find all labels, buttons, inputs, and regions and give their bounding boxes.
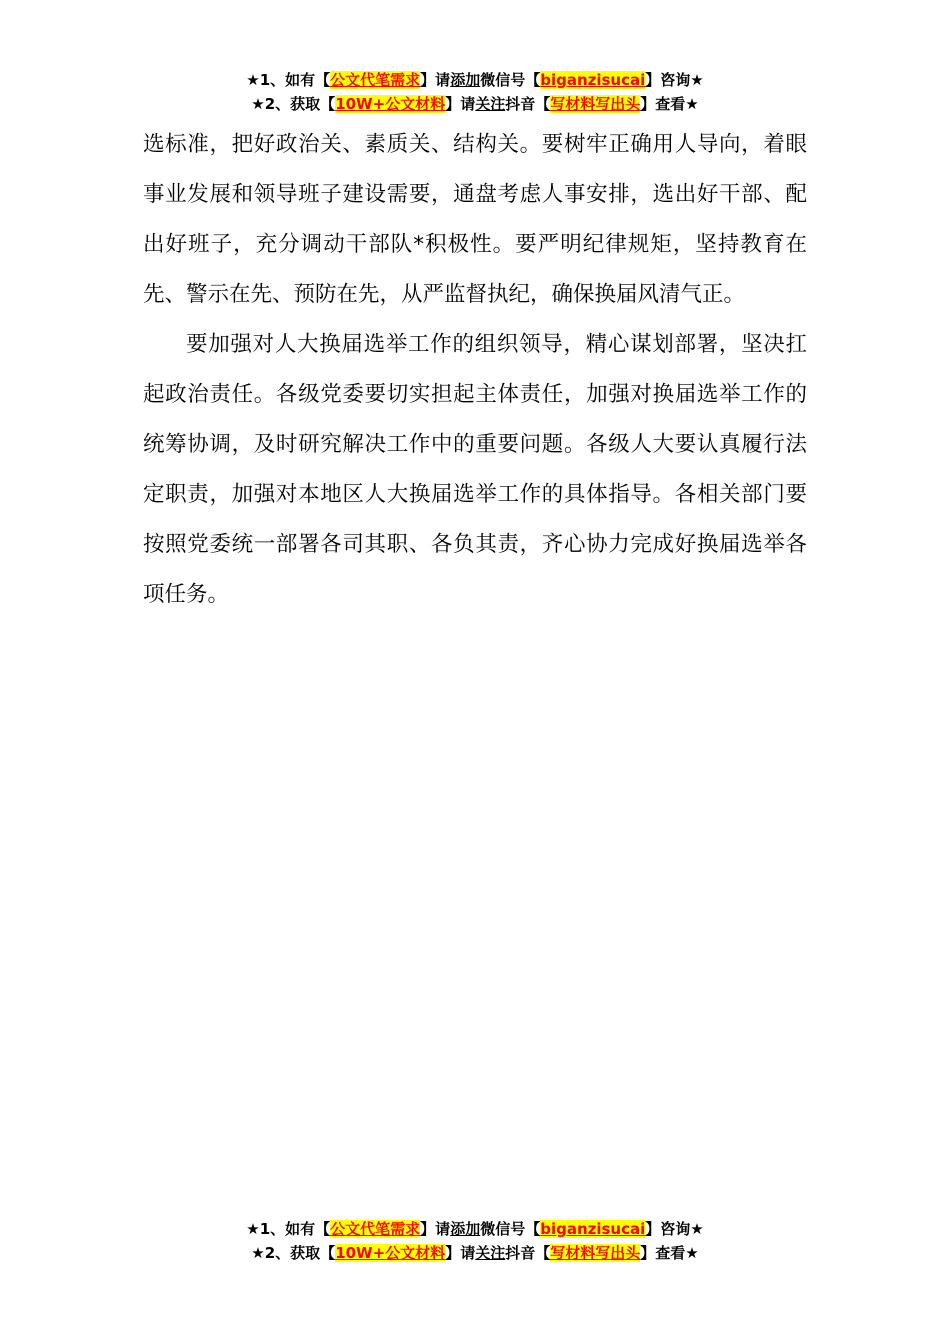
highlight-douyin-account: 写材料写出头 [550,95,641,113]
header-banner-line-1 [0,68,950,92]
banner-text: 】查看★ [640,1244,699,1262]
highlight-douyin-account: 写材料写出头 [550,1244,641,1262]
footer-banner-line-1 [0,1217,950,1241]
banner-text: 】请 [445,1244,476,1262]
paragraph-1: 选标准，把好政治关、素质关、结构关。要树牢正确用人导向，着眼事业发展和领导班子建设需要，通盘考虑人事安排，选出好干部、配出好班子，充分调动干部队*积极性。要严明纪律规矩，坚持教育在先、警示在先、预防在先，从严监督执纪，确保换届风清气正。 [143,132,807,307]
banner-text: 】请 [420,1220,451,1238]
highlight-materials: 10W+公文材料 [335,95,446,113]
banner-text: 】查看★ [640,95,699,113]
banner-text: 微信号【 [480,71,541,89]
underlined-text: 关注 [475,1244,506,1262]
highlight-service: 公文代笔需求 [330,71,421,89]
banner-text: 微信号【 [480,1220,541,1238]
header-banner-line-2 [0,92,950,116]
underlined-text: 关注 [475,95,506,113]
footer-banner [0,1217,950,1265]
header-banner [0,68,950,116]
underlined-text: 添加 [450,1220,481,1238]
paragraph-2: 要加强对人大换届选举工作的组织领导，精心谋划部署，坚决扛起政治责任。各级党委要切实担起主体责任，加强对换届选举工作的统筹协调，及时研究解决工作中的重要问题。各级人大要认真履行法定职责，加强对本地区人大换届选举工作的具体指导。各相关部门要按照党委统一部署各司其职、各负其责，齐心协力完成好换届选举各项任务。 [143,332,807,607]
banner-text: 】请 [420,71,451,89]
banner-text: 抖音【 [505,1244,551,1262]
highlight-wechat-id: biganzisucai [540,71,646,89]
banner-text: 】请 [445,95,476,113]
banner-text: 】咨询★ [645,1220,704,1238]
document-body [143,120,807,620]
banner-text: 抖音【 [505,95,551,113]
banner-text: ★2、获取【 [251,1244,336,1262]
banner-text: ★1、如有【 [246,71,331,89]
highlight-service: 公文代笔需求 [330,1220,421,1238]
highlight-materials: 10W+公文材料 [335,1244,446,1262]
banner-text: 】咨询★ [645,71,704,89]
banner-text: ★1、如有【 [246,1220,331,1238]
highlight-wechat-id: biganzisucai [540,1220,646,1238]
banner-text: ★2、获取【 [251,95,336,113]
underlined-text: 添加 [450,71,481,89]
footer-banner-line-2 [0,1241,950,1265]
